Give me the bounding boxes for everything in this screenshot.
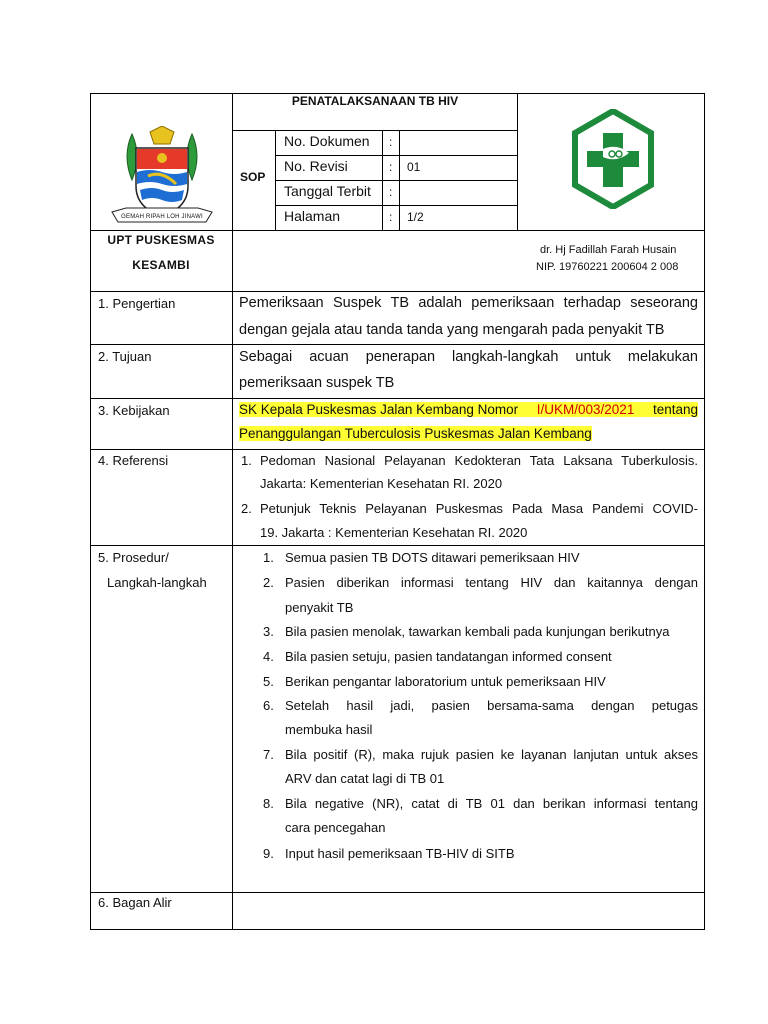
row-line-pengertian xyxy=(90,291,705,292)
step-text-line1: Bila negative (NR), catat di TB 01 dan berikan informasi tentang xyxy=(285,796,698,811)
step-number: 8. xyxy=(263,796,274,811)
field-sep-no-dokumen: : xyxy=(389,135,393,149)
step-text-line2: cara pencegahan xyxy=(285,820,386,835)
step-text-line2: penyakit TB xyxy=(285,600,354,615)
step-text-line1: Bila pasien menolak, tawarkan kembali pada kunjungan berikutnya xyxy=(285,624,670,639)
pengertian-text-line2: dengan gejala atau tanda tanda yang mengarah pada penyakit TB xyxy=(239,322,665,338)
step-text-line1: Pasien diberikan informasi tentang HIV dan kaitannya dengan xyxy=(285,575,698,590)
kebijakan-sk-text: SK Kepala Puskesmas Jalan Kembang Nomor xyxy=(239,402,522,417)
kebijakan-sk-number: I/UKM/003/2021 xyxy=(536,402,635,417)
section-label-tujuan: 2. Tujuan xyxy=(98,349,152,364)
signer-name: dr. Hj Fadillah Farah Husain xyxy=(540,244,677,256)
referensi-item1-line1: Pedoman Nasional Pelayanan Kedokteran Tata Laksana Tuberkulosis. xyxy=(260,453,698,468)
step-text-line2: ARV dan catat lagi di TB 01 xyxy=(285,771,445,786)
signer-nip: NIP. 19760221 200604 2 008 xyxy=(536,261,679,273)
row-line-referensi xyxy=(90,449,705,450)
org-name-line1: UPT PUSKESMAS xyxy=(107,233,215,247)
referensi-item2-number: 2. xyxy=(241,501,252,516)
field-label-no-dokumen: No. Dokumen xyxy=(284,133,370,149)
city-emblem-logo xyxy=(110,126,214,228)
field-sep-no-revisi: : xyxy=(389,160,393,174)
step-number: 6. xyxy=(263,698,274,713)
field-row-line-1 xyxy=(275,155,518,156)
field-label-tanggal-terbit: Tanggal Terbit xyxy=(284,183,371,199)
section-label-pengertian: 1. Pengertian xyxy=(98,296,176,311)
field-sep-halaman: : xyxy=(389,210,393,224)
column-divider xyxy=(232,93,233,930)
step-text-line1: Bila pasien setuju, pasien tandatangan informed consent xyxy=(285,649,612,664)
row-line-bagan xyxy=(90,892,705,893)
step-number: 7. xyxy=(263,747,274,762)
step-text-line1: Semua pasien TB DOTS ditawari pemeriksaan HIV xyxy=(285,550,580,565)
step-number: 5. xyxy=(263,674,274,689)
section-label-kebijakan: 3. Kebijakan xyxy=(98,403,170,418)
row-line-kebijakan xyxy=(90,398,705,399)
table-border-bottom xyxy=(90,929,705,930)
step-number: 9. xyxy=(263,846,274,861)
table-border-left xyxy=(90,93,91,930)
field-value-halaman: 1/2 xyxy=(407,210,424,224)
table-border-right xyxy=(704,93,705,930)
kebijakan-tentang: tentang xyxy=(649,402,698,417)
sop-label: SOP xyxy=(240,170,266,184)
step-number: 4. xyxy=(263,649,274,664)
step-text-line1: Input hasil pemeriksaan TB-HIV di SITB xyxy=(285,846,515,861)
pengertian-text-line1: Pemeriksaan Suspek TB adalah pemeriksaan terhadap seseorang xyxy=(239,295,698,311)
kebijakan-text-line2: Penanggulangan Tuberculosis Puskesmas Jalan Kembang xyxy=(239,426,592,441)
step-text-line2: membuka hasil xyxy=(285,722,373,737)
field-label-no-revisi: No. Revisi xyxy=(284,158,348,174)
document-title: PENATALAKSANAAN TB HIV xyxy=(291,94,459,108)
emblem-motto: GEMAH RIPAH LOH JINAWI xyxy=(121,214,203,220)
step-text-line1: Bila positif (R), maka rujuk pasien ke layanan lanjutan untuk akses xyxy=(285,747,698,762)
step-number: 2. xyxy=(263,575,274,590)
step-text-line1: Setelah hasil jadi, pasien bersama-sama dengan petugas xyxy=(285,698,698,713)
header-bottom-line xyxy=(90,230,705,231)
section-label-langkah: Langkah-langkah xyxy=(107,575,207,590)
step-number: 1. xyxy=(263,550,274,565)
step-text-line1: Berikan pengantar laboratorium untuk pemeriksaan HIV xyxy=(285,674,606,689)
field-row-line-3 xyxy=(275,205,518,206)
section-label-bagan-alir: 6. Bagan Alir xyxy=(98,895,172,910)
field-sep-tanggal-terbit: : xyxy=(389,185,393,199)
referensi-item2-line2: 19. Jakarta : Kementerian Kesehatan RI. 2020 xyxy=(260,525,528,540)
kebijakan-text-line1 xyxy=(239,402,698,417)
tujuan-text-line1: Sebagai acuan penerapan langkah-langkah untuk melakukan xyxy=(239,349,698,365)
puskesmas-logo xyxy=(571,109,655,209)
header-right-divider xyxy=(517,93,518,230)
field-label-halaman: Halaman xyxy=(284,208,341,224)
org-name-line2: KESAMBI xyxy=(132,258,190,272)
row-line-tujuan xyxy=(90,344,705,345)
referensi-item1-number: 1. xyxy=(241,453,252,468)
field-row-line-2 xyxy=(275,180,518,181)
referensi-item1-line2: Jakarta: Kementerian Kesehatan RI. 2020 xyxy=(260,476,503,491)
tujuan-text-line2: pemeriksaan suspek TB xyxy=(239,375,395,391)
section-label-prosedur: 5. Prosedur/ xyxy=(98,550,169,565)
row-line-prosedur xyxy=(90,545,705,546)
step-number: 3. xyxy=(263,624,274,639)
section-label-referensi: 4. Referensi xyxy=(98,453,169,468)
referensi-item2-line1: Petunjuk Teknis Pelayanan Puskesmas Pada Masa Pandemi COVID- xyxy=(260,501,698,516)
field-value-no-revisi: 01 xyxy=(407,160,421,174)
